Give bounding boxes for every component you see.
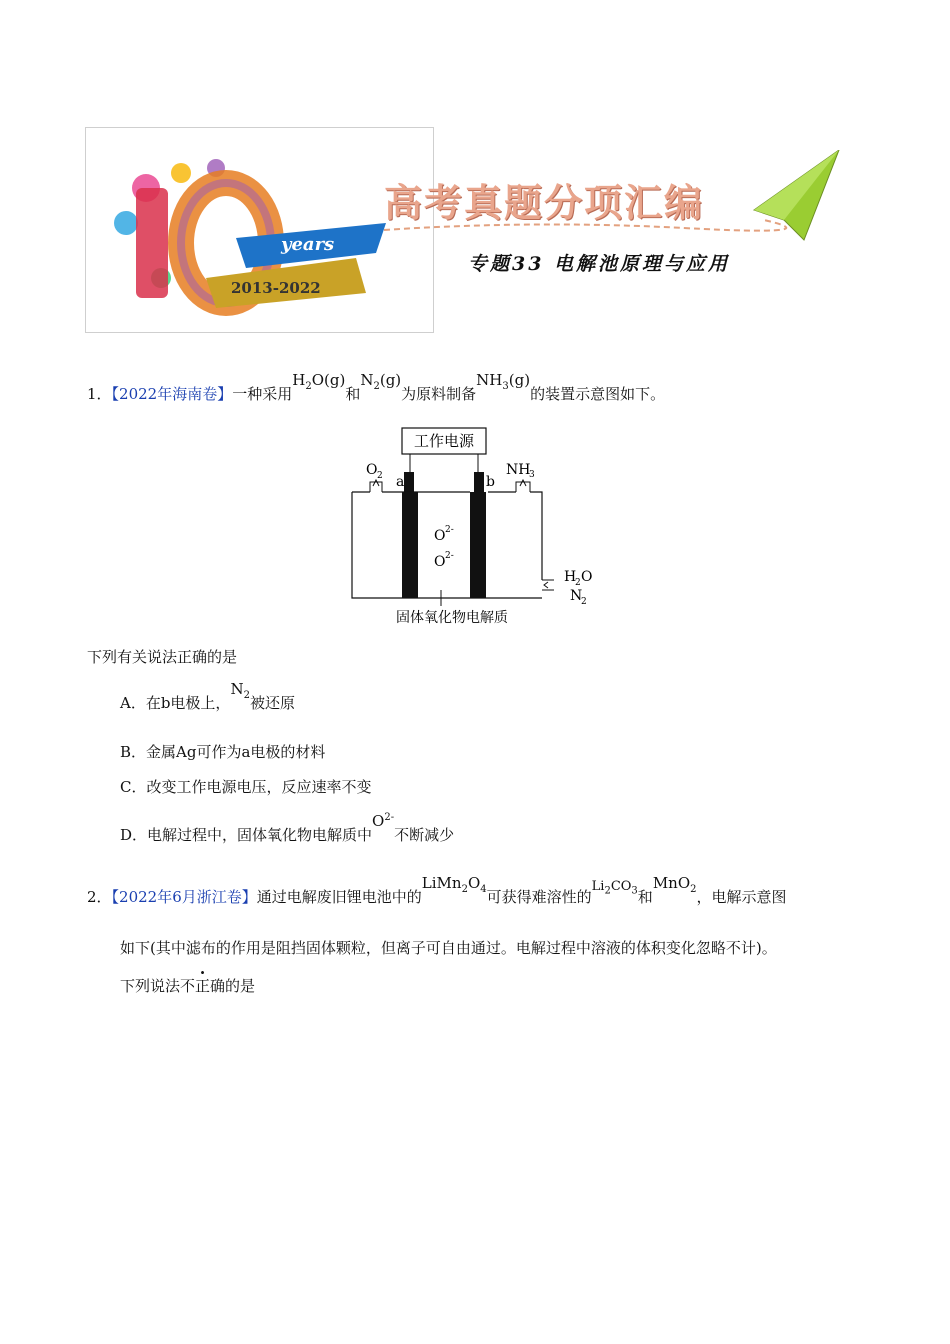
svg-text:2: 2 (377, 471, 383, 481)
q1-prompt: 下列有关说法正确的是 (87, 648, 238, 666)
banner-subtitle: 专题33 电解池原理与应用 (468, 253, 731, 275)
ten-years-logo (86, 128, 433, 332)
svg-text:3: 3 (529, 470, 535, 480)
svg-text:2: 2 (581, 597, 587, 607)
q1-stem: 1．【2022年海南卷】一种采用$H_2O(g)$和$N_2(g)$为原料制备$NH_3(g)$的装置示意图如下。 (87, 371, 666, 403)
svg-text:O: O (434, 528, 446, 544)
svg-text:b: b (486, 474, 495, 490)
svg-text:N: N (570, 588, 583, 604)
q1-option-c[interactable]: C．改变工作电源电压，反应速率不变 (120, 778, 372, 796)
q2-stem: 2．【2022年6月浙江卷】通过电解废旧锂电池中的$LiMn_2O_4$可获得难溶性的$Li_2CO_3$和MnO$_2$，电解示意图 (87, 874, 787, 906)
q2-number: 2． (87, 888, 112, 906)
electrolyte-label: 固体氧化物电解质 (396, 610, 508, 626)
svg-text:O: O (434, 554, 446, 570)
q1-option-a[interactable]: A．在b电极上，$N_2$被还原 (120, 680, 295, 712)
q1-source: 【2022年海南卷】 (111, 385, 233, 403)
emphasis-not-correct: 不正确 (180, 977, 226, 995)
logo-years-text: years (281, 234, 335, 255)
electrolysis-diagram (340, 420, 620, 630)
svg-text:a: a (396, 474, 405, 490)
q2-line3: 下列说法不正确的是 (120, 977, 256, 995)
svg-text:O: O (581, 569, 593, 585)
q1-number: 1． (87, 385, 112, 403)
q1-option-b[interactable]: B．金属Ag可作为a电极的材料 (120, 743, 326, 761)
power-supply-label: 工作电源 (413, 432, 475, 450)
svg-text:H: H (564, 569, 577, 585)
svg-text:O: O (366, 462, 378, 478)
q2-line2: 如下(其中滤布的作用是阻挡固体颗粒，但离子可自由通过。电解过程中溶液的体积变化忽略不计)。 (120, 939, 777, 957)
q2-source: 【2022年6月浙江卷】 (111, 888, 257, 906)
electrode-a (402, 492, 418, 598)
logo-range-text: 2013-2022 (231, 279, 321, 297)
electrode-b (470, 492, 486, 598)
banner-title: 高考真题分项汇编 (384, 180, 705, 225)
svg-text:NH: NH (506, 462, 531, 478)
banner-logo-box (85, 127, 434, 333)
svg-text:2-: 2- (445, 525, 454, 535)
svg-text:2-: 2- (445, 551, 454, 561)
svg-text:2: 2 (575, 578, 581, 588)
q1-option-d[interactable]: D．电解过程中，固体氧化物电解质中$O^{2-}$不断减少 (120, 812, 455, 844)
